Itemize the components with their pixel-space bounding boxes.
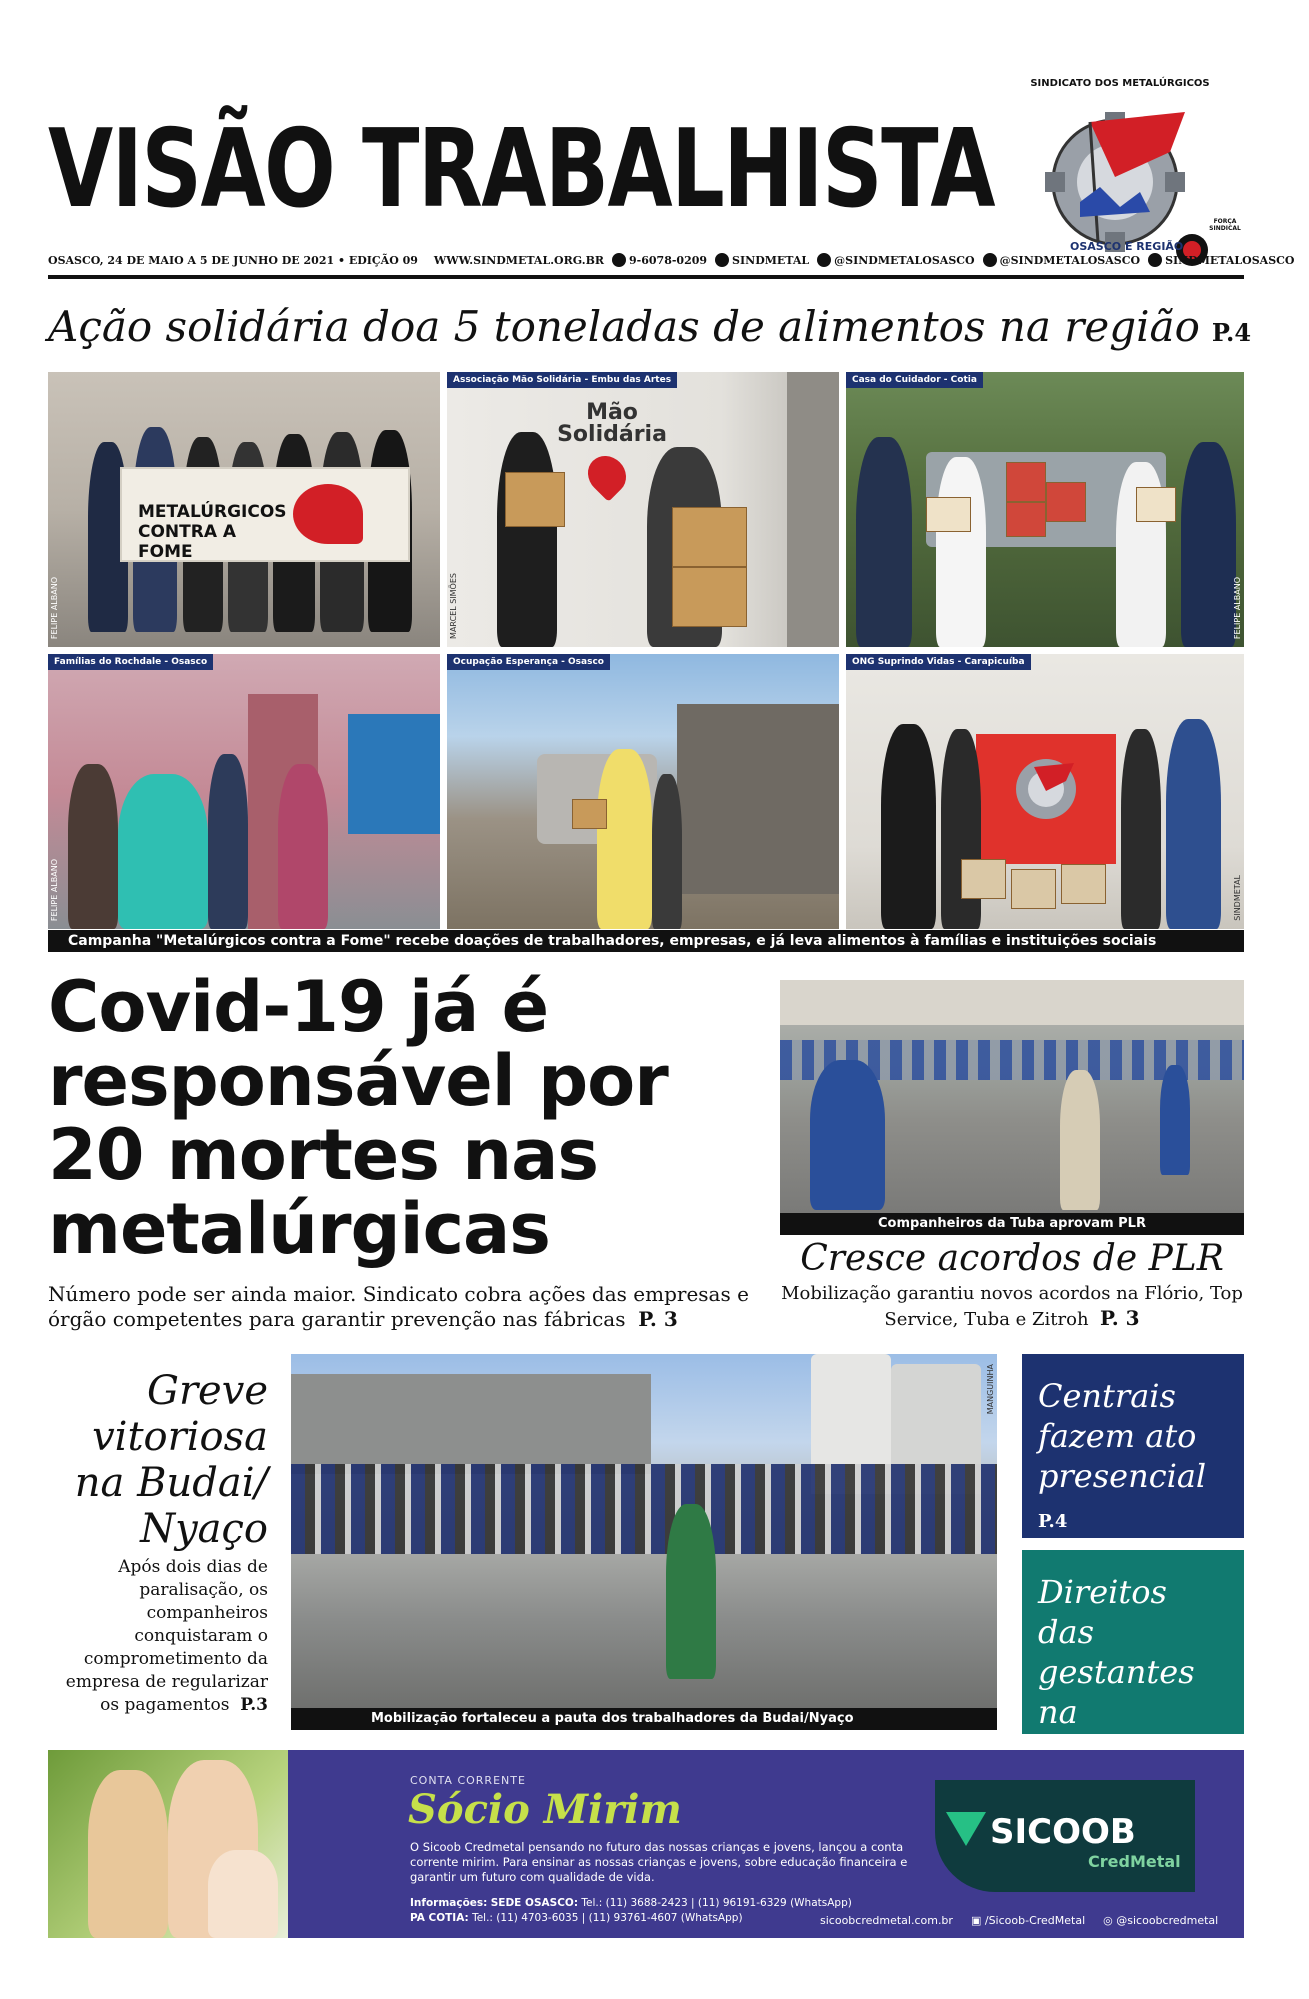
page-ref: P.4 [1038,1511,1068,1532]
photo-ong-suprindo-vidas [846,654,1244,929]
ad-instagram-link[interactable]: ◎ @sicoobcredmetal [1103,1914,1219,1927]
covid-subtitle: Número pode ser ainda maior. Sindicato cobra ações das empresas e órgão competentes para garantir prevenção nas fábricas P. 3 [48,1282,749,1331]
whatsapp-icon [612,253,626,267]
ad-kicker: CONTA CORRENTE [410,1774,526,1787]
logo-text: SINDICATO DOS METALÚRGICOS [1030,78,1210,89]
photo-credit: FELIPE ALBANO [50,576,59,639]
sicoob-brand: SICOOB [990,1812,1136,1852]
instagram-contact[interactable]: @SINDMETALOSASCO [983,253,1140,267]
instagram-icon: ◎ [1103,1914,1113,1927]
photo-familias-rochdale [48,654,440,929]
ad-site-link[interactable]: sicoobcredmetal.com.br [820,1914,953,1927]
photo-tag: Casa do Cuidador - Cotia [846,372,983,388]
instagram-icon [983,253,997,267]
plr-subtitle: Mobilização garantiu novos acordos na Flório, Top Service, Tuba e Zitroh P. 3 [781,1283,1243,1330]
photo-credit: SINDMETAL [1233,875,1242,921]
whatsapp-contact[interactable]: 9-6078-0209 [612,253,707,267]
plr-photo-caption: Companheiros da Tuba aprovam PLR [780,1213,1244,1235]
photo-tag: ONG Suprindo Vidas - Carapicuíba [846,654,1031,670]
photo-mao-solidaria [447,372,839,647]
page-ref: P. 3 [638,1307,678,1331]
twitter-contact[interactable]: @SINDMETALOSASCO [817,253,974,267]
photo-tuba-plr [780,980,1244,1213]
photo-credit: FELIPE ALBANO [50,858,59,921]
tiktok-contact[interactable]: SINDMETALOSASCO [1148,253,1294,267]
union-flag-logo [1006,749,1086,829]
facebook-contact[interactable]: SINDMETAL [715,253,809,267]
photo-metalurgicos-contra-fome [48,372,440,647]
sidebox-gestantes[interactable]: Direitos das gestantes na [1022,1550,1244,1734]
greve-photo-caption: Mobilização fortaleceu a pauta dos trabalhadores da Budai/Nyaço [291,1708,997,1730]
logo-badge: FORÇA SINDICAL [1209,218,1241,232]
banner-text: METALÚRGICOS CONTRA A FOME [138,502,287,562]
logo-region: OSASCO E REGIÃO [1070,240,1184,253]
covid-headline[interactable]: Covid-19 já é responsável por 20 mortes nas metalúrgicas [48,966,668,1270]
photo-tag: Famílias do Rochdale - Osasco [48,654,213,670]
photo-tag: Ocupação Esperança - Osasco [447,654,610,670]
masthead-rule [48,275,1244,279]
headline-top[interactable]: Ação solidária doa 5 toneladas de alimentos na região P.4 [48,302,1252,351]
ad-facebook-link[interactable]: ▣ /Sicoob-CredMetal [970,1914,1086,1927]
ad-title: Sócio Mirim [408,1786,682,1833]
photo-ocupacao-esperanca [447,654,839,929]
facebook-icon [715,253,729,267]
photo-tag: Associação Mão Solidária - Embu das Artes [447,372,677,388]
greve-text: Após dois dias de paralisação, os companheiros conquistaram o comprometimento da empresa de regularizar os pagamentos P.3 [65,1557,268,1715]
photo-credit: FELIPE ALBANO [1233,576,1242,639]
sicoob-logo-icon [946,1812,986,1846]
page-ref: P.3 [240,1695,268,1715]
sicoob-brand-sub: CredMetal [1088,1852,1181,1871]
masthead-title: VISÃO TRABALHISTA [48,107,995,232]
facebook-icon: ▣ [970,1914,982,1927]
photo-credit: MARCEL SIMÕES [449,573,458,639]
plr-title[interactable]: Cresce acordos de PLR [800,1238,1224,1279]
page-ref: P. 3 [1100,1306,1140,1330]
wall-sign: Mão Solidária [557,400,667,447]
photo-casa-do-cuidador [846,372,1244,647]
info-bar [48,250,1295,270]
greve-title[interactable]: Greve vitoriosa na Budai/ Nyaço [74,1368,268,1552]
sidebox-centrais[interactable]: Centrais fazem ato presencial P.4 [1022,1354,1244,1538]
edition-date: OSASCO, 24 DE MAIO A 5 DE JUNHO DE 2021 • EDIÇÃO 09 [48,253,418,267]
ad-photo [48,1750,288,1938]
photo-budai-nyaco [291,1354,997,1708]
ad-body: O Sicoob Credmetal pensando no futuro das nossas crianças e jovens, lançou a conta corrente mirim. Para ensinar as nossas crianças e jovens, sobre educação financeira e garantir um futuro com qualidade de vida. [410,1840,908,1884]
page-ref: P.4 [1211,318,1252,347]
ad-links [820,1914,1240,1927]
site-link[interactable]: WWW.SINDMETAL.ORG.BR [433,253,605,267]
ad-contacts: Informações: SEDE OSASCO: Tel.: (11) 3688-2423 | (11) 96191-6329 (WhatsApp) PA COTIA: Tel.: (11) 4703-6035 | (11) 93761-4607 (WhatsApp) [410,1897,852,1924]
twitter-icon [817,253,831,267]
grid-caption: Campanha "Metalúrgicos contra a Fome" recebe doações de trabalhadores, empresas, e já leva alimentos à famílias e instituições sociais [48,930,1244,952]
photo-credit: MANGUINHA [986,1364,995,1415]
tiktok-icon [1148,253,1162,267]
